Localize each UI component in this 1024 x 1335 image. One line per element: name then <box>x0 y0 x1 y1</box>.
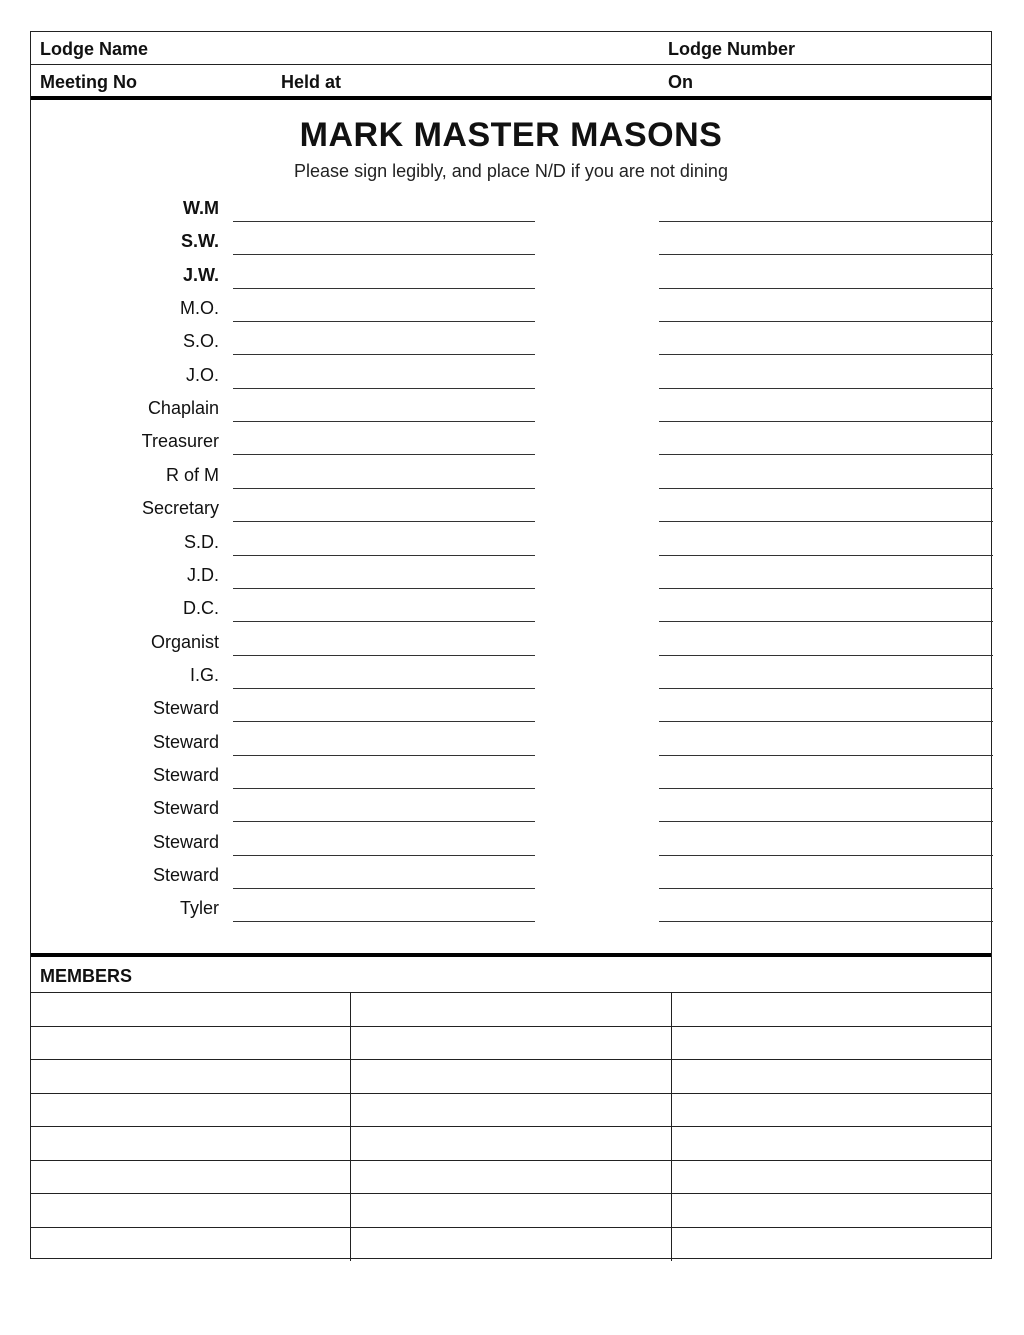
members-row <box>31 1060 991 1094</box>
officer-label: Treasurer <box>141 431 219 452</box>
officer-row <box>31 289 991 322</box>
officer-row <box>31 789 991 822</box>
member-cell[interactable] <box>351 993 671 1026</box>
attendance-form <box>30 31 992 1259</box>
officer-row <box>31 589 991 622</box>
held-at-label: Held at <box>281 72 342 92</box>
member-cell[interactable] <box>672 1194 991 1227</box>
officer-row <box>31 656 991 689</box>
header-row-lodge <box>31 32 991 65</box>
officer-row <box>31 723 991 756</box>
officer-label: I.G. <box>189 664 219 685</box>
officer-row <box>31 189 991 222</box>
member-cell[interactable] <box>31 1027 351 1060</box>
member-cell[interactable] <box>351 1228 671 1262</box>
officer-label: Steward <box>152 831 219 852</box>
officer-label: M.O. <box>180 298 219 319</box>
officer-label: J.O. <box>185 364 219 385</box>
member-cell[interactable] <box>672 1127 991 1160</box>
members-header <box>31 957 991 993</box>
on-label: On <box>668 72 693 92</box>
officer-row <box>31 489 991 522</box>
officer-row <box>31 456 991 489</box>
member-cell[interactable] <box>672 1161 991 1194</box>
member-cell[interactable] <box>672 1094 991 1127</box>
members-row <box>31 1194 991 1228</box>
header-row-meeting <box>31 65 991 100</box>
officer-label: S.W. <box>180 231 219 252</box>
lodge-number-label: Lodge Number <box>668 39 796 59</box>
officer-row <box>31 889 991 922</box>
member-cell[interactable] <box>31 1094 351 1127</box>
members-label: MEMBERS <box>40 966 133 986</box>
officer-label: R of M <box>165 464 219 485</box>
officer-row <box>31 322 991 355</box>
member-cell[interactable] <box>31 993 351 1026</box>
officer-row <box>31 856 991 889</box>
lodge-name-label: Lodge Name <box>40 39 149 59</box>
officer-label: Tyler <box>179 898 219 919</box>
officer-label: Steward <box>152 764 219 785</box>
officer-row <box>31 823 991 856</box>
member-cell[interactable] <box>672 1228 991 1262</box>
officer-row <box>31 422 991 455</box>
members-row <box>31 1027 991 1061</box>
officer-row <box>31 689 991 722</box>
officer-row <box>31 222 991 255</box>
member-cell[interactable] <box>31 1161 351 1194</box>
members-row <box>31 1228 991 1262</box>
member-cell[interactable] <box>351 1194 671 1227</box>
officer-label: Chaplain <box>147 398 219 419</box>
member-cell[interactable] <box>351 1060 671 1093</box>
officer-label: Steward <box>152 865 219 885</box>
dining-line[interactable] <box>659 921 993 922</box>
officer-row <box>31 389 991 422</box>
member-cell[interactable] <box>351 1161 671 1194</box>
members-row <box>31 1094 991 1128</box>
officer-label: Organist <box>150 631 219 652</box>
officer-row <box>31 556 991 589</box>
member-cell[interactable] <box>351 1027 671 1060</box>
member-cell[interactable] <box>672 1060 991 1093</box>
members-row <box>31 1161 991 1195</box>
member-cell[interactable] <box>31 1194 351 1227</box>
officer-label: S.O. <box>182 331 219 352</box>
members-grid <box>31 993 991 1261</box>
officer-label: W.M <box>183 198 219 218</box>
members-row <box>31 1127 991 1161</box>
officer-label: J.D. <box>186 564 219 585</box>
officer-label: S.D. <box>183 531 219 552</box>
officer-row <box>31 356 991 389</box>
form-title: MARK MASTER MASONS <box>299 116 723 154</box>
officer-label: Steward <box>152 698 219 719</box>
officer-label: D.C. <box>183 598 219 619</box>
meeting-no-label: Meeting No <box>40 72 137 92</box>
member-cell[interactable] <box>31 1060 351 1093</box>
member-cell[interactable] <box>31 1228 351 1262</box>
member-cell[interactable] <box>31 1127 351 1160</box>
officer-row <box>31 256 991 289</box>
member-cell[interactable] <box>672 1027 991 1060</box>
signature-line[interactable] <box>233 921 535 922</box>
member-cell[interactable] <box>351 1094 671 1127</box>
member-cell[interactable] <box>672 993 991 1026</box>
officer-label: Steward <box>152 798 219 819</box>
member-cell[interactable] <box>351 1127 671 1160</box>
officer-row <box>31 756 991 789</box>
officer-label: Secretary <box>141 498 219 519</box>
officer-label: J.W. <box>182 264 219 285</box>
members-row <box>31 993 991 1027</box>
officer-row <box>31 523 991 556</box>
officer-label: Steward <box>152 731 219 752</box>
officer-row <box>31 623 991 656</box>
form-subtitle: Please sign legibly, and place N/D if you are not dining <box>294 161 728 181</box>
